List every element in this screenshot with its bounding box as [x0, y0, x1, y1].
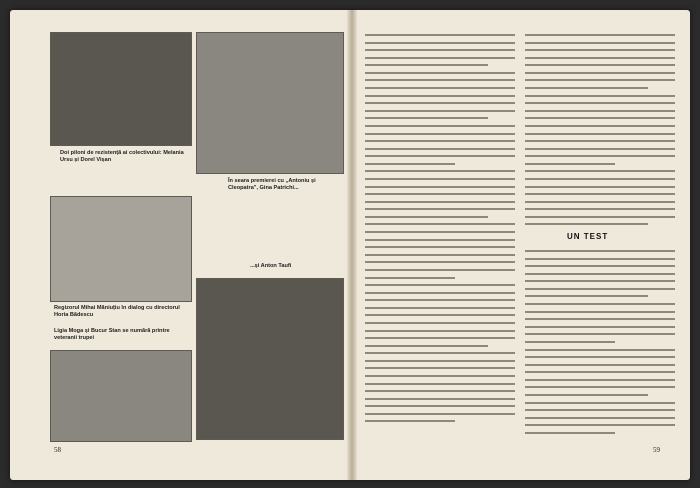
section-heading-un-test: UN TEST [567, 232, 609, 241]
right-page [357, 10, 690, 480]
text-column-2-top [525, 32, 675, 229]
photo-anton-taufi [196, 278, 344, 440]
caption-4: ...și Anton Taufi [250, 263, 292, 269]
book-spread [10, 10, 690, 480]
caption-1: Doi piloni de rezistență ai colectivului: Melania Ursu și Dorel Vișan [60, 150, 184, 163]
caption-5: Ligia Moga și Bucur Stan se numără printre veteranii trupei [54, 328, 170, 341]
photo-maniutiu-badescu [50, 196, 192, 302]
page-number-right: 59 [653, 446, 660, 454]
caption-3: Regizorul Mihai Măniuțiu în dialog cu directorul Horia Bădescu [54, 305, 180, 318]
text-column-1 [365, 32, 515, 426]
text-column-2-bottom [525, 248, 675, 437]
left-page [10, 10, 347, 480]
page-number-left: 58 [54, 446, 61, 454]
caption-2: În seara premierei cu „Antoniu și Cleopatra", Gina Patrichi... [228, 178, 316, 191]
photo-ligia-moga-bucur-stan [50, 350, 192, 442]
photo-melania-ursu-dorel-visan [50, 32, 192, 146]
photo-gina-patrichi [196, 32, 344, 174]
book-gutter [347, 10, 357, 480]
